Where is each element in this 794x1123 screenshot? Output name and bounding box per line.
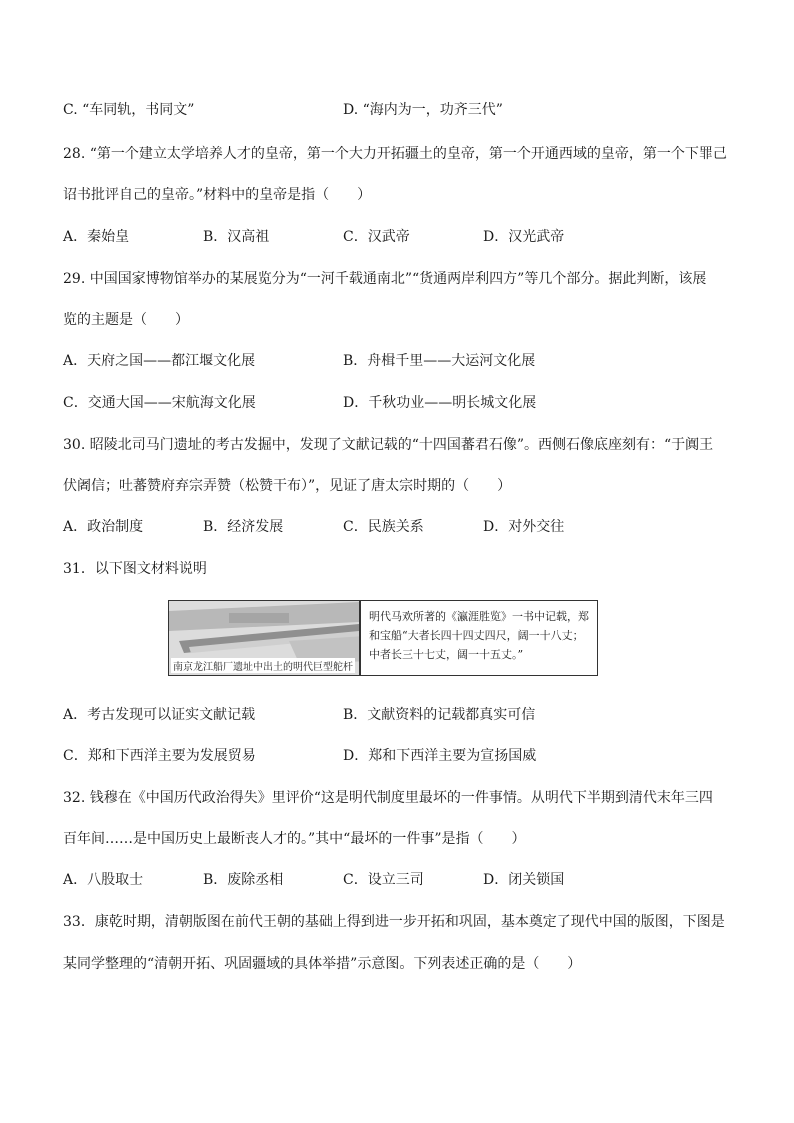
q31-option-d[interactable]: D．郑和下西洋主要为宣扬国威 [343,748,537,764]
figure-caption: 南京龙江船厂遗址中出土的明代巨型舵杆 [171,658,355,673]
rudder-photo [169,601,361,675]
q28-text-line2: 诏书批评自己的皇帝。”材料中的皇帝是指（ ） [63,187,372,203]
q32-option-c[interactable]: C．设立三司 [343,872,424,888]
q32-text-line2: 百年间……是中国历史上最断丧人才的。”其中“最坏的一件事”是指（ ） [63,831,526,847]
q28-option-a[interactable]: A．秦始皇 [63,229,130,245]
q30-option-c[interactable]: C．民族关系 [343,519,424,535]
q28-option-d[interactable]: D．汉光武帝 [483,229,565,245]
q28-text-line1: 28. “第一个建立太学培养人才的皇帝，第一个大力开拓疆土的皇帝，第一个开通西域的皇帝，第一个下罪己 [63,146,727,162]
q29-text-line1: 29. 中国国家博物馆举办的某展览分为“一河千载通南北”“货通两岸利四方”等几个部分。据此判断，该展 [63,271,707,287]
q31-option-a[interactable]: A．考古发现可以证实文献记载 [63,707,256,723]
figure-text-line3: 中者长三十七丈，阔一十五丈。” [369,648,524,661]
q30-option-d[interactable]: D．对外交往 [483,519,565,535]
q29-option-d[interactable]: D．千秋功业——明长城文化展 [343,395,537,411]
q30-text-line2: 伏阇信；吐蕃赞府弃宗弄赞（松赞干布）”，见证了唐太宗时期的（ ） [63,478,512,494]
q31-text-line1: 31．以下图文材料说明 [63,561,207,577]
q27-option-c[interactable]: C. “车同轨，书同文” [63,102,195,118]
figure-text-box [361,601,597,675]
q28-option-c[interactable]: C．汉武帝 [343,229,410,245]
figure-text-line2: 和宝船“大者长四十四丈四尺，阔一十八丈； [369,629,584,642]
q30-option-b[interactable]: B．经济发展 [203,519,284,535]
q33-text-line1: 33．康乾时期，清朝版图在前代王朝的基础上得到进一步开拓和巩固，基本奠定了现代中国的版图，下图是 [63,914,725,930]
q30-option-a[interactable]: A．政治制度 [63,519,144,535]
q31-option-b[interactable]: B．文献资料的记载都真实可信 [343,707,536,723]
q32-option-b[interactable]: B．废除丞相 [203,872,284,888]
q31-figure [168,600,598,676]
q32-text-line1: 32. 钱穆在《中国历代政治得失》里评价“这是明代制度里最坏的一件事情。从明代下半期到清代末年三四 [63,790,713,806]
q29-option-a[interactable]: A．天府之国——都江堰文化展 [63,353,256,369]
q27-option-d[interactable]: D. “海内为一，功齐三代” [343,102,503,118]
q29-text-line2: 览的主题是（ ） [63,312,189,328]
q28-option-b[interactable]: B．汉高祖 [203,229,270,245]
q31-option-c[interactable]: C．郑和下西洋主要为发展贸易 [63,748,256,764]
q29-option-c[interactable]: C．交通大国——宋航海文化展 [63,395,256,411]
q32-option-a[interactable]: A．八股取士 [63,872,144,888]
figure-text-line1: 明代马欢所著的《瀛涯胜览》一书中记载，郑 [369,610,589,623]
q30-text-line1: 30. 昭陵北司马门遗址的考古发掘中，发现了文献记载的“十四国蕃君石像”。西侧石像底座刻有：“于阗王 [63,437,714,453]
q33-text-line2: 某同学整理的“清朝开拓、巩固疆域的具体举措”示意图。下列表述正确的是（ ） [63,956,582,972]
q32-option-d[interactable]: D．闭关锁国 [483,872,565,888]
q29-option-b[interactable]: B．舟楫千里——大运河文化展 [343,353,536,369]
